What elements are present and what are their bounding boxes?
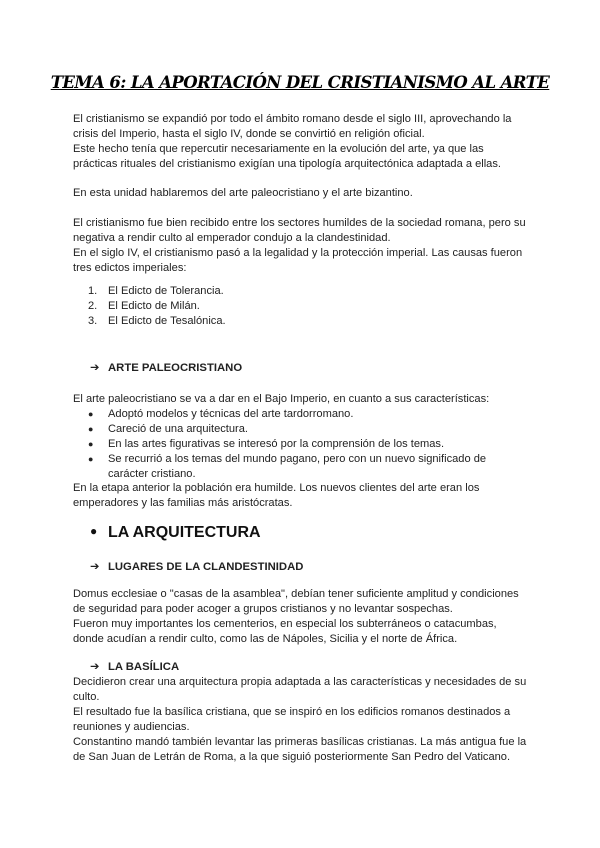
- list-item: [88, 407, 528, 422]
- list-item: [88, 284, 226, 299]
- text-line: prácticas rituales del cristianismo exigían una tipología arquitectónica adaptada a ellas.: [73, 157, 501, 170]
- list-number: 1.: [88, 285, 98, 297]
- bullet-icon: ●: [88, 453, 94, 464]
- places-paragraph: [73, 587, 538, 647]
- basilica-paragraph: [73, 675, 538, 764]
- paleo-features-list: [88, 407, 528, 482]
- section-heading-label: LA ARQUITECTURA: [108, 524, 261, 541]
- section-heading-label: ARTE PALEOCRISTIANO: [108, 362, 243, 374]
- list-item-text: carácter cristiano.: [108, 467, 196, 480]
- text-line: negativa a rendir culto al emperador condujo a la clandestinidad.: [73, 231, 391, 244]
- text-line: En esta unidad hablaremos del arte paleocristiano y el arte bizantino.: [73, 187, 413, 199]
- text-line: El resultado fue la basílica cristiana, que se inspiró en los edificios romanos destinados a: [73, 705, 511, 718]
- arrow-icon: ➔: [90, 361, 100, 374]
- text-line: reuniones y audiencias.: [73, 720, 190, 733]
- text-line: El cristianismo fue bien recibido entre los sectores humildes de la sociedad romana, pero su: [73, 217, 526, 229]
- text-line: Domus ecclesiae o "casas de la asamblea", debían tener suficiente amplitud y condiciones: [73, 588, 519, 600]
- list-item: [88, 314, 226, 329]
- page-title: TEMA 6: LA APORTACIÓN DEL CRISTIANISMO AL ARTE: [50, 73, 550, 92]
- text-line: culto.: [73, 690, 100, 703]
- list-item-text: El Edicto de Milán.: [108, 299, 200, 312]
- text-line: En el siglo IV, el cristianismo pasó a la legalidad y la protección imperial. Las causas fueron: [73, 246, 523, 259]
- section-heading-arquitectura: [90, 524, 261, 542]
- bullet-icon: ●: [88, 409, 94, 419]
- list-item-text: Adoptó modelos y técnicas del arte tardorromano.: [108, 408, 354, 420]
- bullet-icon: ●: [90, 524, 98, 538]
- list-number: 2.: [88, 299, 98, 312]
- list-item-text: El Edicto de Tesalónica.: [108, 314, 226, 327]
- list-item: [88, 422, 528, 437]
- section-heading-paleocristiano: [90, 361, 242, 374]
- section-heading-label: LA BASÍLICA: [108, 661, 180, 673]
- paleo-after-paragraph: [73, 481, 538, 511]
- section-heading-label: LUGARES DE LA CLANDESTINIDAD: [108, 561, 304, 573]
- arrow-icon: ➔: [90, 560, 100, 573]
- text-line: El arte paleocristiano se va a dar en el Bajo Imperio, en cuanto a sus características:: [73, 393, 490, 405]
- arrow-icon: ➔: [90, 660, 100, 673]
- list-item: [88, 437, 528, 452]
- text-line: de San Juan de Letrán de Roma, a la que siguió posteriormente San Pedro del Vaticano.: [73, 750, 511, 763]
- list-item-text: Careció de una arquitectura.: [108, 422, 248, 435]
- text-line: de seguridad para poder acoger a grupos cristianos y no levantar sospechas.: [73, 602, 453, 615]
- list-item-text: Se recurrió a los temas del mundo pagano, pero con un nuevo significado de: [108, 452, 487, 465]
- list-item-text: El Edicto de Tolerancia.: [108, 285, 224, 297]
- unit-paragraph: [73, 186, 538, 201]
- text-line: Decidieron crear una arquitectura propia adaptada a las características y necesidades de su: [73, 676, 527, 688]
- bullet-icon: ●: [88, 423, 94, 434]
- list-number: 3.: [88, 314, 98, 327]
- text-line: El cristianismo se expandió por todo el ámbito romano desde el siglo III, aprovechando la: [73, 113, 512, 125]
- text-line: Este hecho tenía que repercutir necesariamente en la evolución del arte, ya que las: [73, 142, 484, 155]
- text-line: En la etapa anterior la población era humilde. Los nuevos clientes del arte eran los: [73, 482, 480, 494]
- intro-paragraph: [73, 112, 538, 172]
- text-line: donde acudían a rendir culto, como las de Nápoles, Sicilia y el norte de África.: [73, 632, 458, 645]
- context-paragraph: [73, 216, 538, 276]
- section-heading-clandestinidad: [90, 560, 303, 573]
- list-item: [88, 299, 226, 314]
- text-line: crisis del Imperio, hasta el siglo IV, donde se convirtió en religión oficial.: [73, 127, 425, 140]
- text-line: Constantino mandó también levantar las primeras basílicas cristianas. La más antigua fue la: [73, 735, 527, 748]
- section-heading-basilica: [90, 660, 179, 673]
- text-line: tres edictos imperiales:: [73, 261, 187, 274]
- text-line: Fueron muy importantes los cementerios, en especial los subterráneos o catacumbas,: [73, 617, 497, 630]
- bullet-icon: ●: [88, 438, 94, 449]
- paleo-intro-paragraph: [73, 392, 538, 407]
- list-item: [88, 452, 528, 482]
- text-line: emperadores y las familias más aristócratas.: [73, 496, 293, 509]
- list-item-text: En las artes figurativas se interesó por la comprensión de los temas.: [108, 437, 445, 450]
- edicts-list: [88, 284, 226, 329]
